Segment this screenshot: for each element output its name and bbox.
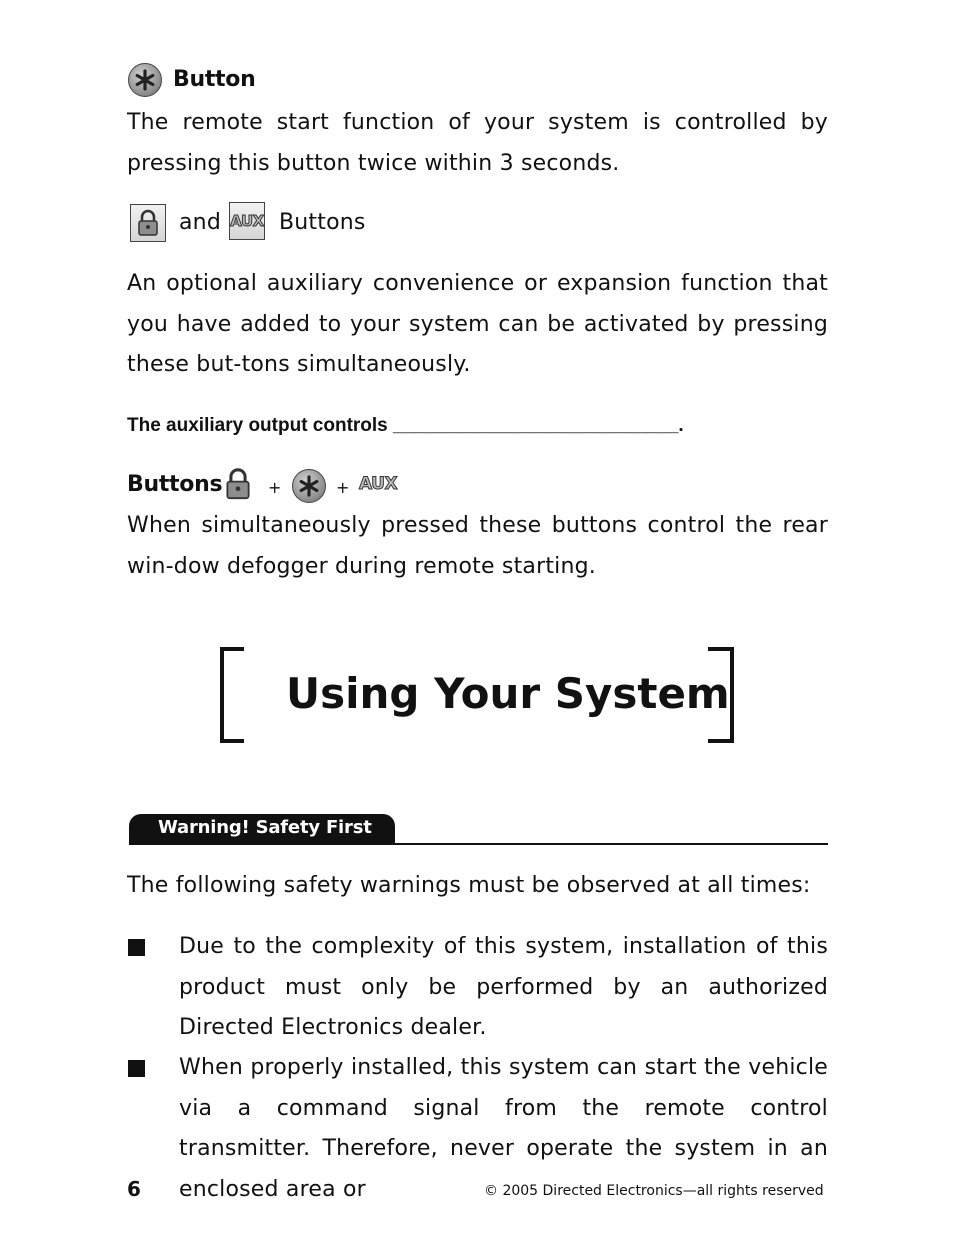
star-button-description: The remote start function of your system is controlled by pressing this button twice within 3 seconds. [127, 110, 828, 176]
star-button-icon [128, 63, 162, 97]
aux-output-line: The auxiliary output controls ___________________________. [127, 415, 684, 436]
warning-bullet-1: Due to the complexity of this system, installation of this product must only be performed by an authorized Directed Electronics dealer. [179, 934, 828, 1040]
warning-tab [129, 814, 395, 845]
lock-button-icon [130, 204, 166, 242]
plus-sign: + [268, 478, 282, 497]
star-icon [292, 469, 326, 503]
page-number: 6 [127, 1177, 141, 1201]
aux-description: An optional auxiliary convenience or expansion function that you have added to your system can be activated by pressing these but-tons simultaneously. [127, 271, 828, 377]
copyright-notice: © 2005 Directed Electronics—all rights reserved [484, 1183, 824, 1199]
aux-icon [359, 474, 397, 494]
warning-rule [129, 843, 828, 845]
square-bullet-icon [128, 939, 145, 956]
right-bracket [708, 647, 734, 743]
star-button-heading: Button [173, 67, 256, 92]
aux-icon-label: AUX [230, 212, 264, 230]
warning-intro: The following safety warnings must be observed at all times: [127, 873, 811, 898]
buttons-label: Buttons [279, 210, 366, 235]
lock-icon [225, 467, 251, 505]
defogger-description: When simultaneously pressed these buttons control the rear win-dow defogger during remote starting. [127, 513, 828, 579]
page-title: Using Your System [286, 669, 730, 718]
and-label: and [179, 210, 221, 235]
plus-sign: + [336, 478, 350, 497]
left-bracket [220, 647, 244, 743]
defogger-buttons-heading: Buttons [127, 472, 223, 497]
square-bullet-icon [128, 1060, 145, 1077]
warning-tab-label: Warning! Safety First [158, 817, 372, 838]
aux-icon-label: AUX [359, 474, 398, 494]
aux-button-icon [229, 202, 265, 240]
warning-bullet-2: When properly installed, this system can start the vehicle via a command signal from the remote control transmitter. Therefore, never operate the system in an enclosed area or [179, 1055, 828, 1202]
